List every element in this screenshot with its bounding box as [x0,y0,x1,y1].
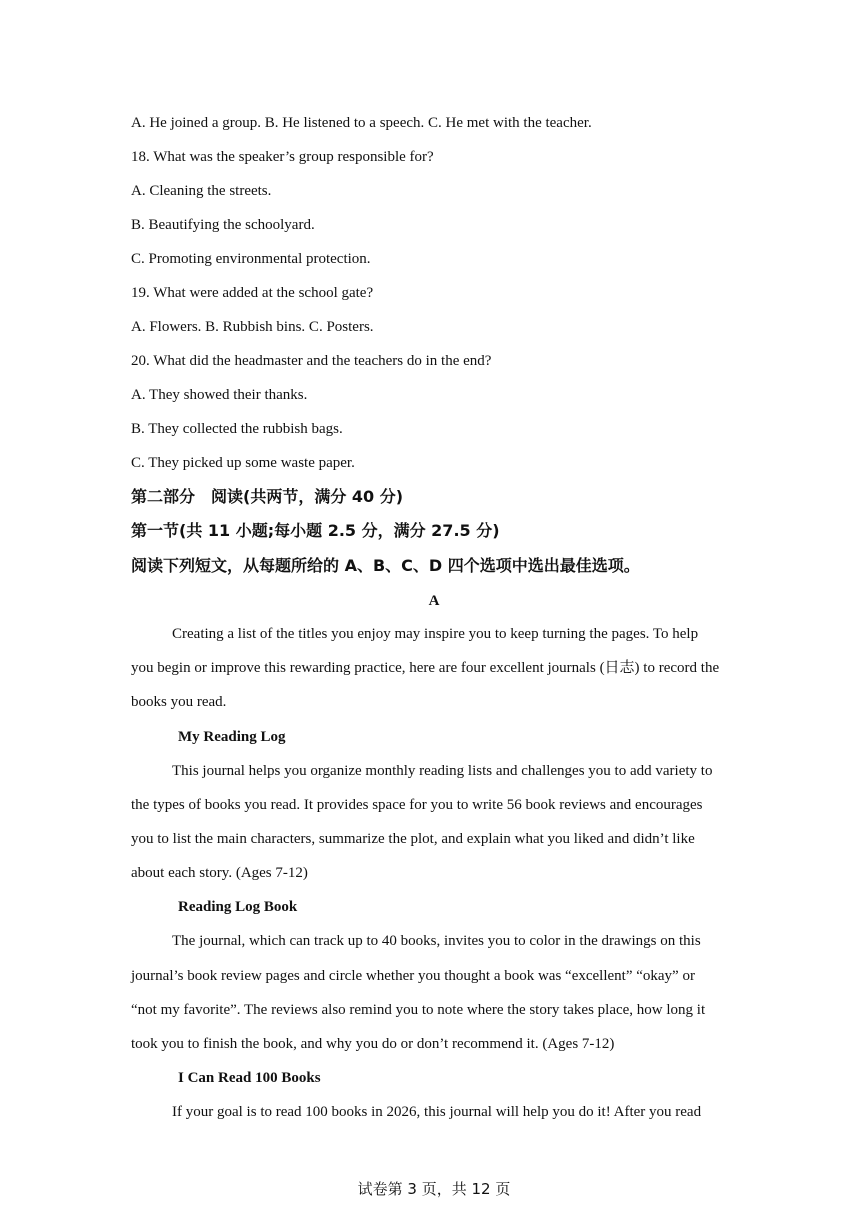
part-heading: 第二部分 阅读(共两节，满分 40 分) [131,487,404,506]
journal-2-line-4: took you to finish the book, and why you do or don’t recommend it. (Ages 7-12) [131,1036,615,1052]
journal-1-line-3: you to list the main characters, summarize the plot, and explain what you liked and didn’t like [131,831,695,847]
passage-label: A [428,593,440,609]
intro-line-3: books you read. [131,694,227,710]
q20-question: 20. What did the headmaster and the teachers do in the end? [131,353,492,369]
journal-1-line-2: the types of books you read. It provides space for you to write 56 book reviews and encourages [131,797,703,813]
q18-question: 18. What was the speaker’s group responsible for? [131,149,434,165]
journal-1-line-1: This journal helps you organize monthly reading lists and challenges you to add variety to [172,763,713,779]
q20-option-a: A. They showed their thanks. [131,387,308,403]
q19-options: A. Flowers. B. Rubbish bins. C. Posters. [131,319,374,335]
page-footer: 试卷第 3 页，共 12 页 [357,1180,511,1198]
journal-title-i-can-read-100-books: I Can Read 100 Books [178,1070,321,1086]
instruction: 阅读下列短文，从每题所给的 A、B、C、D 四个选项中选出最佳选项。 [131,556,640,575]
journal-3-line-1: If your goal is to read 100 books in 2026, this journal will help you do it! After you read [172,1104,702,1120]
intro-line-1: Creating a list of the titles you enjoy may inspire you to keep turning the pages. To help [172,626,699,642]
q20-option-b: B. They collected the rubbish bags. [131,421,343,437]
journal-2-line-1: The journal, which can track up to 40 books, invites you to color in the drawings on this [172,933,701,949]
journal-2-line-3: “not my favorite”. The reviews also remind you to note where the story takes place, how long it [131,1002,706,1018]
section-heading: 第一节(共 11 小题;每小题 2.5 分，满分 27.5 分) [131,521,500,540]
journal-title-my-reading-log: My Reading Log [178,729,286,745]
journal-2-line-2: journal’s book review pages and circle whether you thought a book was “excellent” “okay” or [131,968,695,984]
q18-option-a: A. Cleaning the streets. [131,183,272,199]
q18-option-c: C. Promoting environmental protection. [131,251,371,267]
q18-option-b: B. Beautifying the schoolyard. [131,217,315,233]
journal-1-line-4: about each story. (Ages 7-12) [131,865,308,881]
intro-line-2: you begin or improve this rewarding practice, here are four excellent journals (日志) to record the [131,660,720,676]
q19-question: 19. What were added at the school gate? [131,285,374,301]
q20-option-c: C. They picked up some waste paper. [131,455,355,471]
journal-title-reading-log-book: Reading Log Book [178,899,298,915]
q17-options: A. He joined a group. B. He listened to a speech. C. He met with the teacher. [131,115,592,131]
